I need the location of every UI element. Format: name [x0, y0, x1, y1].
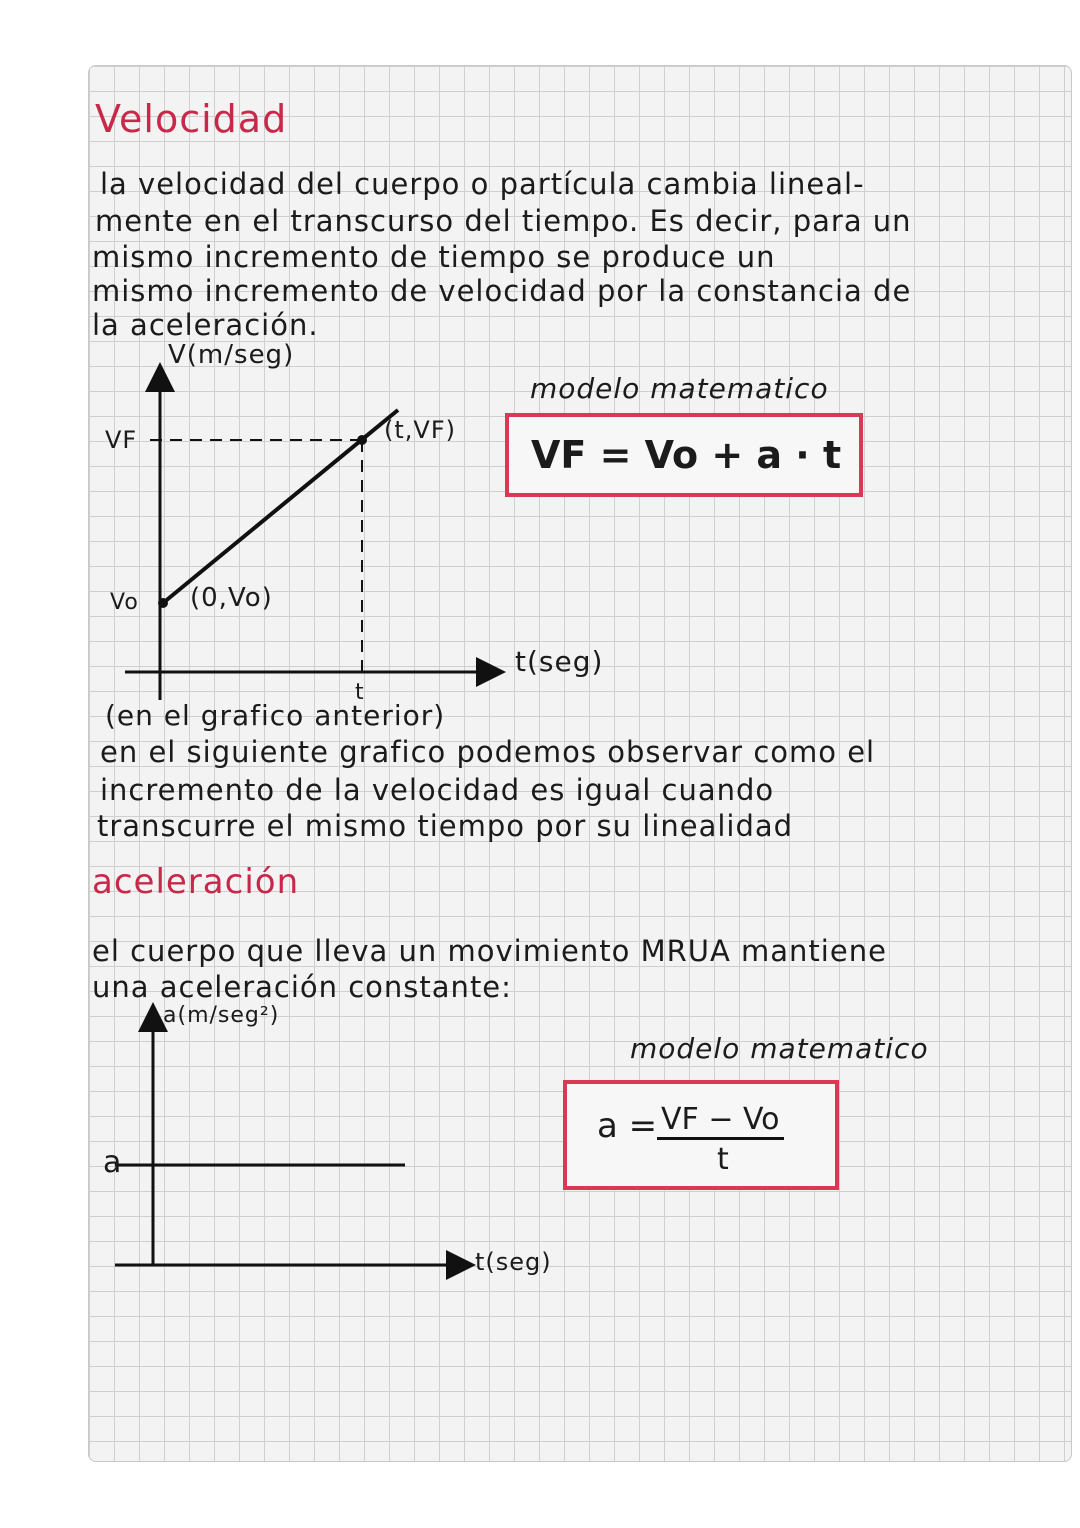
graph-note: (en el grafico anterior) [105, 699, 446, 732]
paragraph-line: mismo incremento de velocidad por la constancia de [92, 274, 912, 308]
point-start-label: (0,Vo) [190, 583, 273, 613]
velocity-formula-box [505, 413, 863, 497]
t-tick-label: t [355, 680, 365, 705]
point-start [158, 598, 168, 608]
velocity-x-label: t(seg) [515, 645, 604, 678]
accel-formula-lhs: a = [597, 1106, 658, 1146]
model-label: modelo matematico [630, 1032, 929, 1065]
paragraph-line: el cuerpo que lleva un movimiento MRUA mantiene [92, 934, 887, 968]
accel-formula-numerator: VF − Vo [657, 1102, 784, 1140]
accel-x-label: t(seg) [475, 1248, 552, 1276]
paragraph-line: una aceleración constante: [92, 970, 512, 1004]
a-label: a [103, 1145, 123, 1180]
paragraph-line: mismo incremento de tiempo se produce un [92, 240, 776, 274]
paragraph-line: mente en el transcurso del tiempo. Es decir, para un [95, 204, 912, 238]
point-end-label: (t,VF) [384, 416, 456, 444]
velocidad-title: Velocidad [95, 97, 288, 141]
paragraph-line: transcurre el mismo tiempo por su linealidad [97, 809, 794, 843]
accel-y-label: a(m/seg²) [163, 1003, 280, 1028]
paragraph-line: incremento de la velocidad es igual cuando [100, 773, 775, 807]
accel-formula-box [563, 1080, 839, 1190]
paragraph-line: la velocidad del cuerpo o partícula cambia lineal- [100, 167, 865, 201]
velocity-y-label: V(m/seg) [168, 340, 295, 370]
paragraph-line: en el siguiente grafico podemos observar como el [100, 735, 876, 769]
velocity-formula: VF = Vo + a · t [531, 433, 842, 477]
vo-label: Vo [110, 590, 139, 615]
accel-formula-denominator: t [717, 1142, 729, 1177]
aceleracion-title: aceleración [92, 862, 300, 902]
model-label: modelo matematico [530, 372, 829, 405]
vf-label: VF [105, 426, 138, 454]
paragraph-line: la aceleración. [92, 308, 319, 342]
point-end [357, 435, 367, 445]
